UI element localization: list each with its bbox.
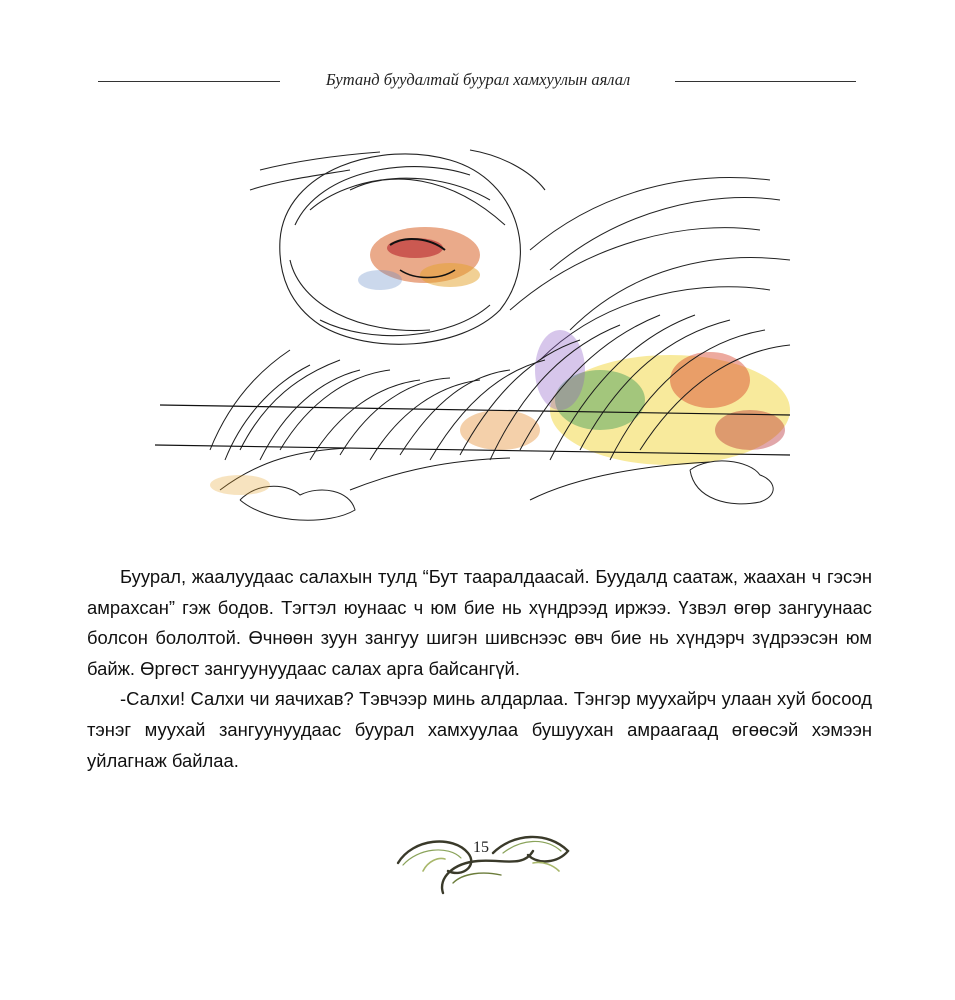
running-header <box>98 70 856 94</box>
page-footer <box>383 823 578 898</box>
story-paragraph: -Салхи! Салхи чи яачихав? Тэвчээр минь алдарлаа. Тэнгэр муухайрч улаан хуй босоод тэнэг муухай зангуунуудаас буурал хамхуулаа бушуухан амраагаад өгөөсэй хэмээн уйлагнаж байлаа. <box>87 688 872 771</box>
wind-face-and-tumbleweed-drawing <box>150 130 800 540</box>
face-color <box>358 227 480 290</box>
floral-scroll-ornament-icon <box>383 823 578 898</box>
running-title: Бутанд буудалтай буурал хамхуулын аялал <box>325 70 631 89</box>
header-rule-left <box>98 81 280 82</box>
header-rule-right <box>675 81 856 82</box>
story-paragraph: Буурал, жаалуудаас салахын тулд “Бут тааралдаасай. Буудалд саатаж, жаахан ч гэсэн амрахсан” гэж бодов. Тэгтэл юунаас ч юм бие нь хүндрээд иржээ. Үзвэл өгөр зангуунаас болсон бололтой. Өчнөөн зуун зангуу шигэн шивснээс өвч бие нь хүндэрч зүдрээсэн юм байж. Өргөст зангуунуудаас салах арга байсангүй. <box>87 566 872 679</box>
page-number: 15 <box>473 839 489 856</box>
ground-clouds <box>210 461 773 520</box>
tumbleweed-color <box>460 330 790 465</box>
story-text <box>87 562 872 776</box>
